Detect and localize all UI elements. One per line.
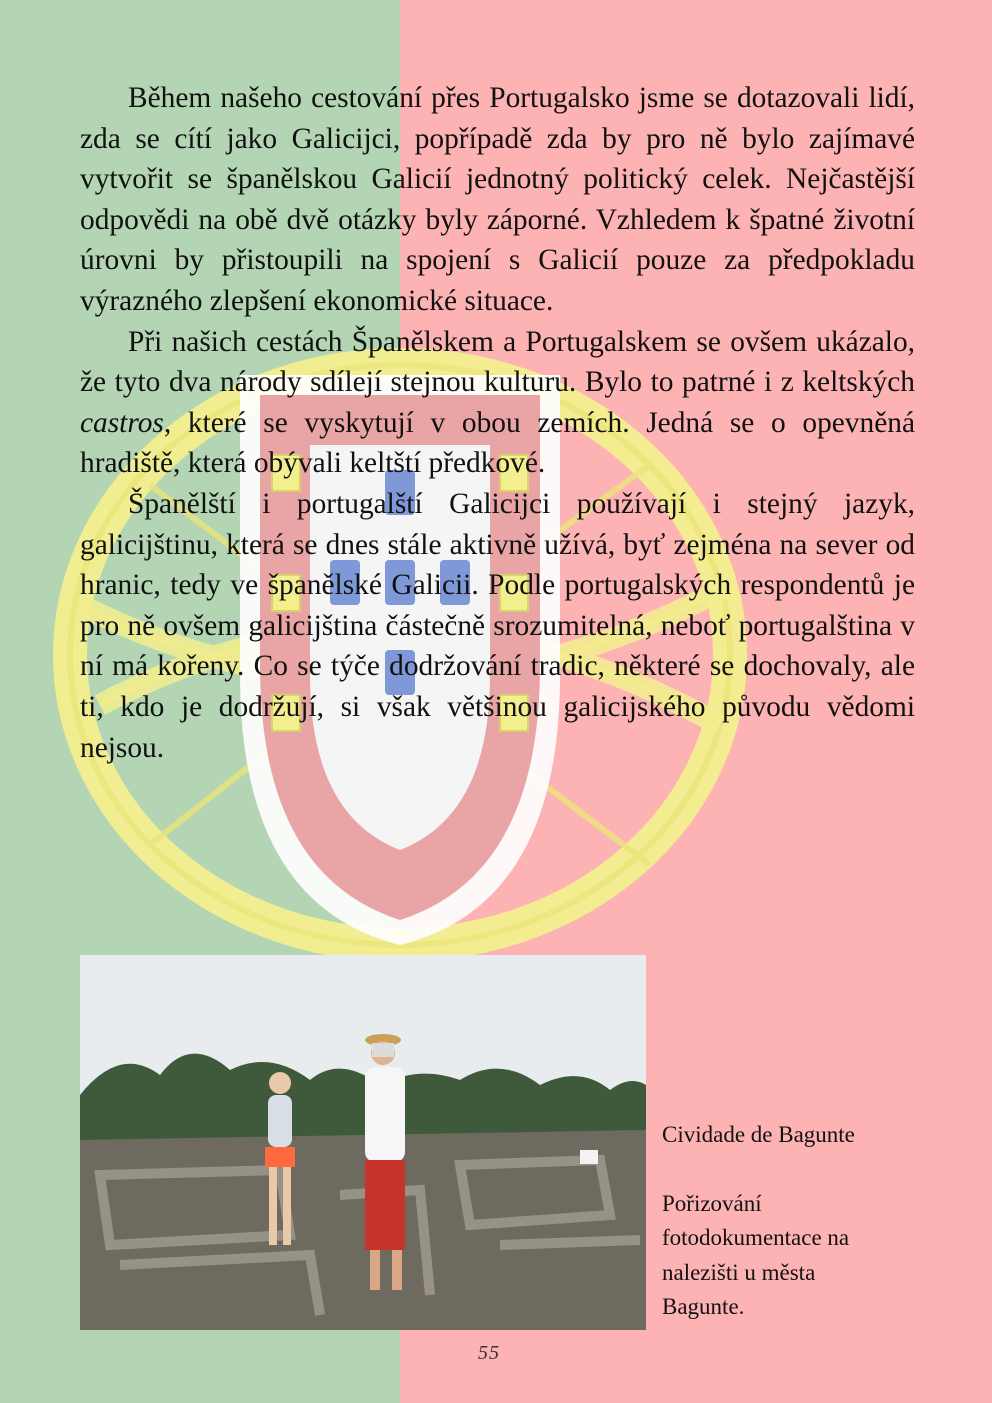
paragraph-3: Španělští i portugalští Galicijci používají i stejný jazyk, galicijštinu, která se dnes stále aktivně užívá, byť zejména na sever od hranic, tedy ve španělské Galicii. Podle portugalských respondentů je pro ně ovšem galicijština částečně srozumitelná, neboť portugalština v ní má kořeny. Co se týče dodržování tradic, některé se dochovaly, ale ti, kdo je dodržují, si však většinou galicijského původu vědomi nejsou. xyxy=(80,487,915,764)
photo-caption xyxy=(662,1118,962,1325)
caption-line-3: nalezišti u města xyxy=(662,1259,816,1285)
paragraph-2-part-2: , které se vyskytují v obou zemích. Jedná se o opevněná hradiště, která obývali keltští předkové. xyxy=(80,406,915,480)
paragraph-1: Během našeho cestování přes Portugalsko jsme se dotazovali lidí, zda se cítí jako Galicijci, popřípadě zda by pro ně bylo zajímavé vytvořit se španělskou Galicií jednotný politický celek. Nejčastější odpovědi na obě dvě otázky byly záporné. Vzhledem k špatné životní úrovni by přistoupili na spojení s Galicií pouze za předpokladu výrazného zlepšení ekonomické situace. xyxy=(80,82,915,317)
main-article-text xyxy=(80,78,915,768)
paragraph-2-part-1: Při našich cestách Španělskem a Portugalskem se ovšem ukázalo, že tyto dva národy sdílejí stejnou kulturu. Bylo to patrné i z keltských xyxy=(80,325,915,399)
castros-term: castros xyxy=(80,406,164,439)
paragraph-2 xyxy=(80,322,915,484)
caption-spacer xyxy=(662,1153,962,1187)
page-number: 55 xyxy=(478,1342,500,1364)
cividade-photo xyxy=(80,955,646,1330)
caption-line-1: Pořizování xyxy=(662,1190,762,1216)
caption-line-2: fotodokumentace na xyxy=(662,1225,850,1250)
caption-line-4: Bagunte. xyxy=(662,1294,745,1319)
caption-title: Cividade de Bagunte xyxy=(662,1122,855,1147)
